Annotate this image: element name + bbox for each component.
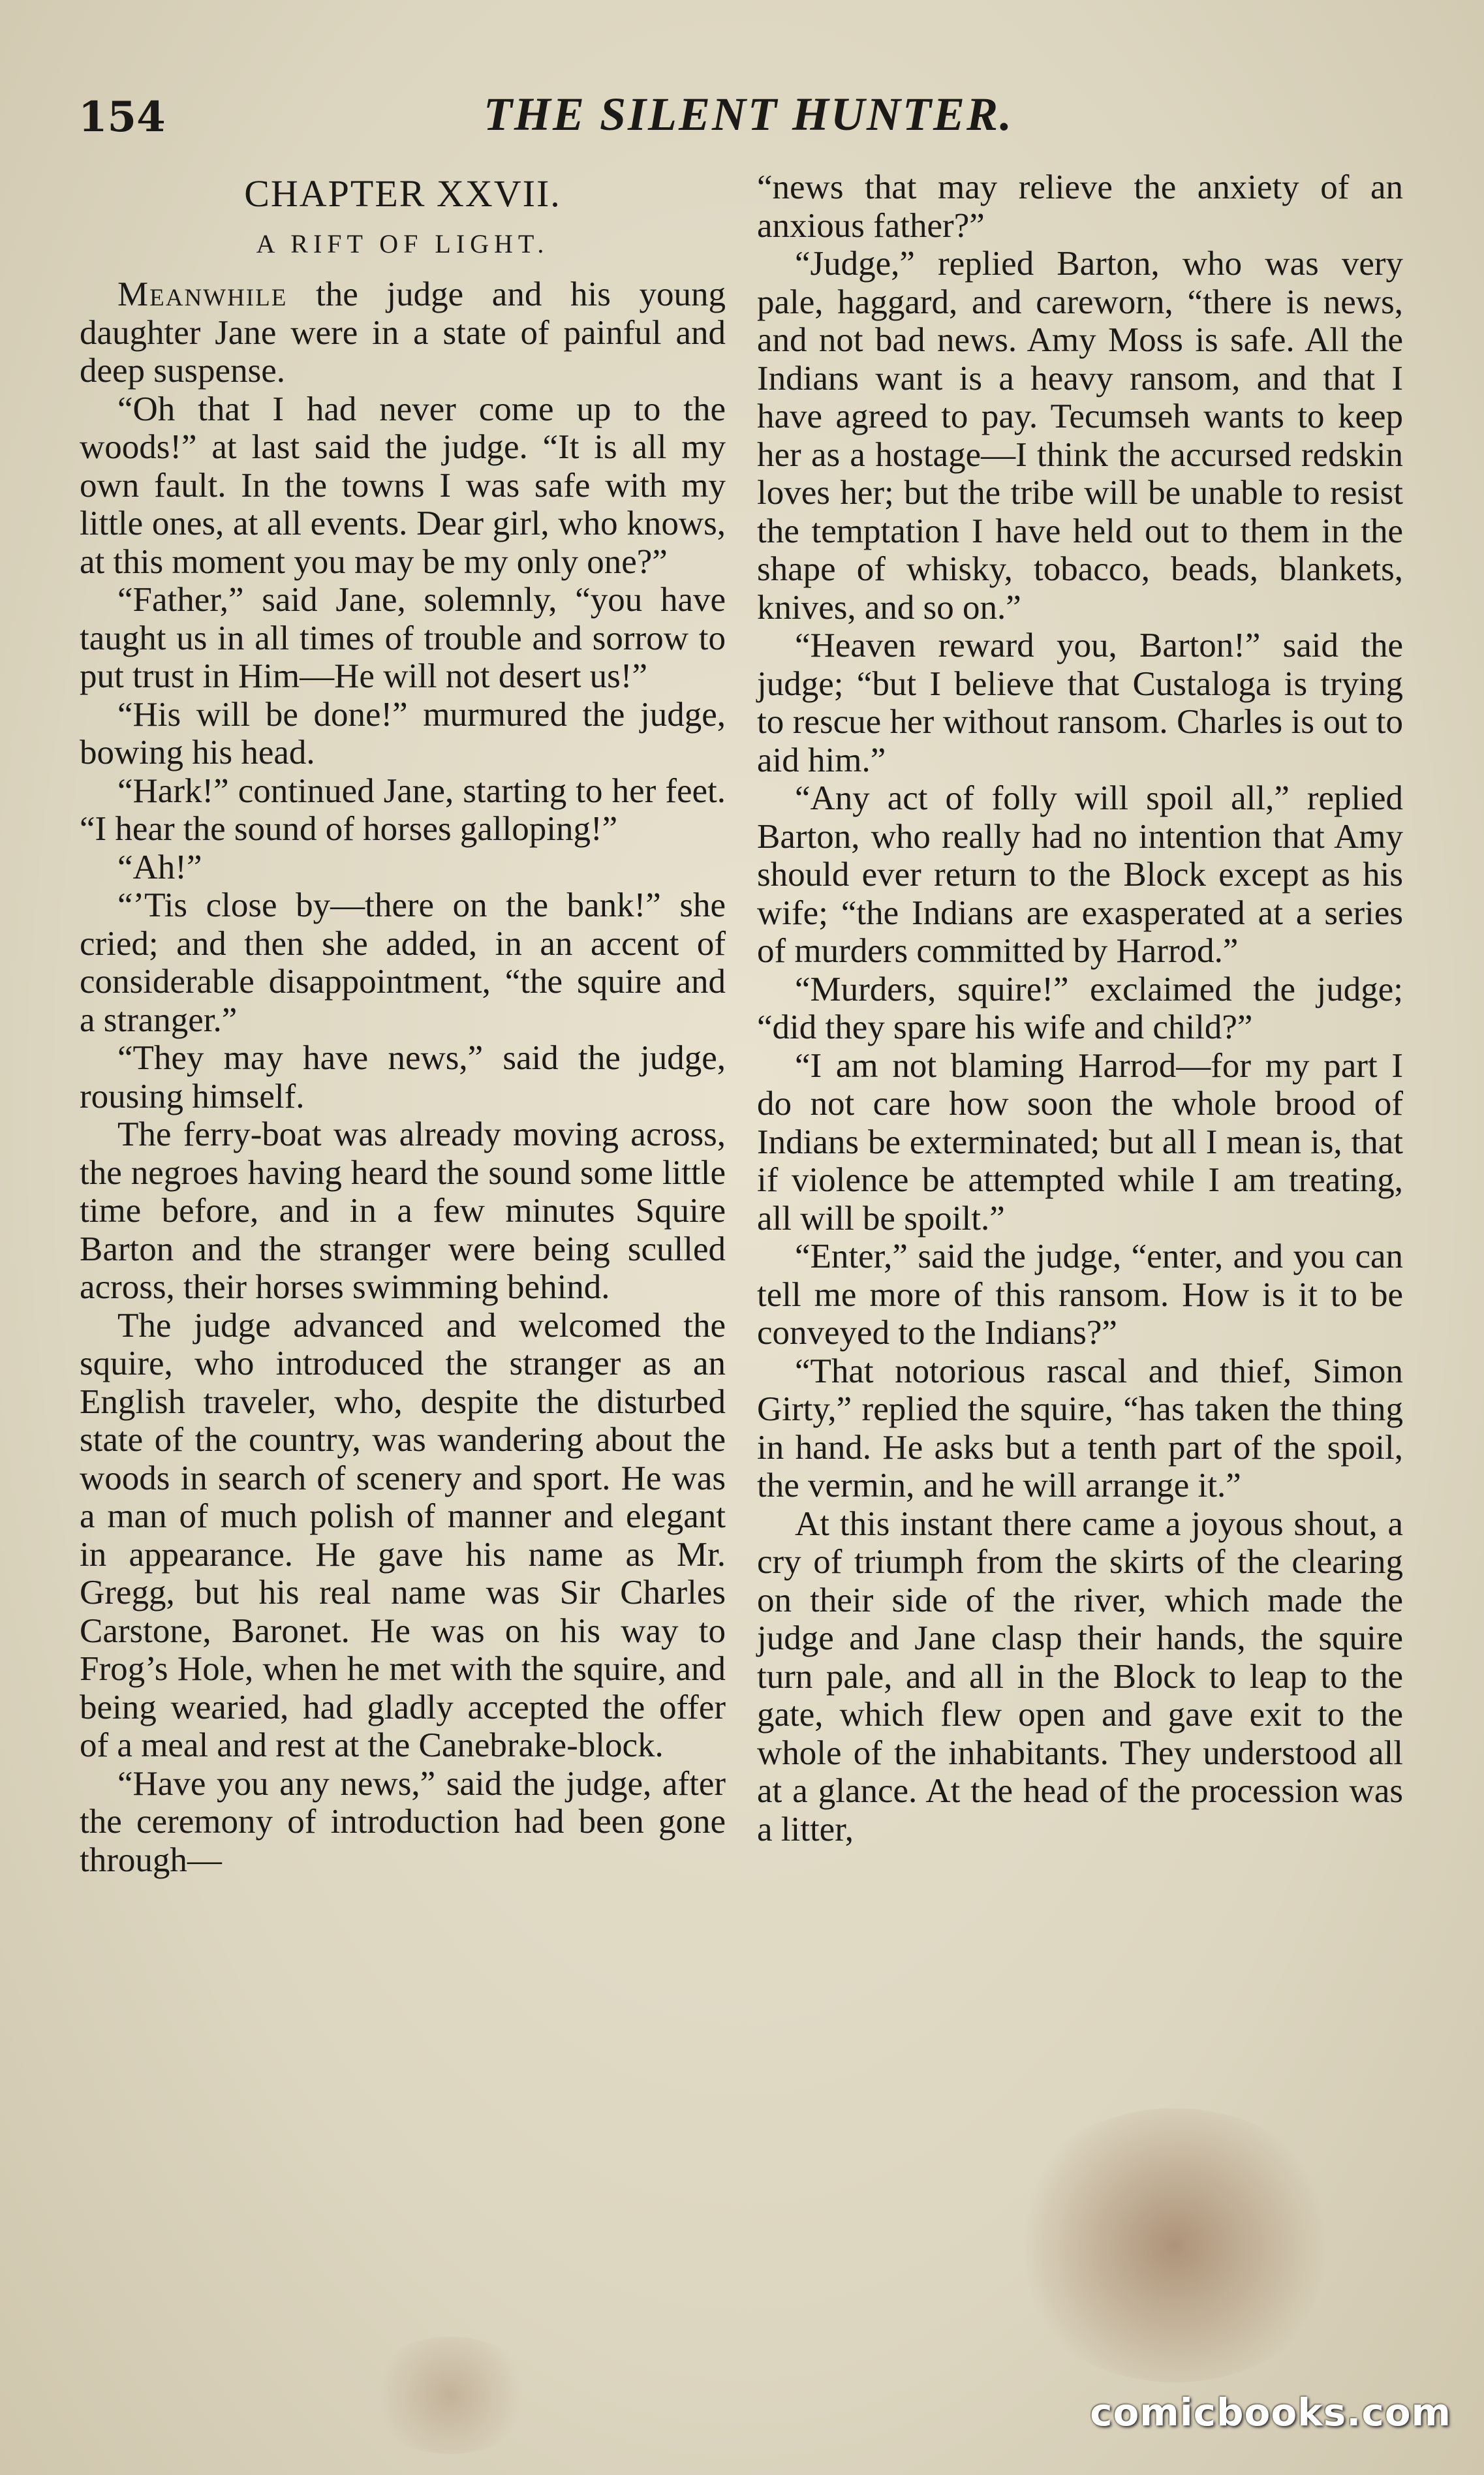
water-stain bbox=[1005, 2108, 1344, 2382]
paragraph: “Enter,” said the judge, “enter, and you can tell me more of this ransom. How is it to be conveyed to the Indians?” bbox=[757, 1238, 1403, 1352]
paragraph-text: the judge and his young daughter Jane were in a state of painful and deep suspense. bbox=[80, 275, 726, 390]
paragraph: “That notorious rascal and thief, Simon Girty,” replied the squire, “has taken the thing in hand. He asks but a tenth part of the spoil, the vermin, and he will arrange it.” bbox=[757, 1352, 1403, 1504]
running-title: THE SILENT HUNTER. bbox=[483, 88, 1014, 140]
paragraph: “Have you any news,” said the judge, after the ceremony of introduction had been gone through— bbox=[80, 1764, 726, 1879]
opening-word: Meanwhile bbox=[117, 275, 288, 313]
paragraph: At this instant there came a joyous shout, a cry of triumph from the skirts of the clearing on their side of the river, which made the judge and Jane clasp their hands, the squire turn pale, and all in the Block to leap to the gate, which flew open and gave exit to the whole of the inhabitants. They understood all at a glance. At the head of the procession was a litter, bbox=[757, 1504, 1403, 1848]
page-header bbox=[78, 78, 1419, 150]
paragraph: “Ah!” bbox=[117, 848, 202, 886]
paragraph: “Murders, squire!” exclaimed the judge; “did they spare his wife and child?” bbox=[757, 970, 1403, 1046]
paragraph: “Father,” said Jane, solemnly, “you have taught us in all times of trouble and sorrow to put trust in Him—He will not desert us!” bbox=[80, 581, 726, 695]
right-column bbox=[757, 168, 1403, 1848]
watermark: comicbooks.com bbox=[1090, 2390, 1451, 2435]
paragraph: “Hark!” continued Jane, starting to her feet. “I hear the sound of horses galloping!” bbox=[80, 771, 726, 848]
paragraph: “Judge,” replied Barton, who was very pale, haggard, and careworn, “there is news, and not bad news. Amy Moss is safe. All the Indians want is a heavy ransom, and that I have agreed to pay. Tecumseh wants to keep her as a hostage—I think the accursed redskin loves her; but the tribe will be unable to resist the temptation I have held out to them in the shape of whisky, tobacco, beads, blankets, knives, and so on.” bbox=[757, 245, 1403, 627]
paragraph: “Oh that I had never come up to the woods!” at last said the judge. “It is all my own fault. In the towns I was safe with my little ones, at all events. Dear girl, who knows, at this moment you may be my only one?” bbox=[80, 390, 726, 581]
paragraph: “’Tis close by—there on the bank!” she cried; and then she added, in an accent of considerable disappointment, “the squire and a stranger.” bbox=[80, 886, 726, 1039]
left-column bbox=[80, 171, 726, 1879]
paragraph: “Heaven reward you, Barton!” said the judge; “but I believe that Custaloga is trying to rescue her without ransom. Charles is out to aid him.” bbox=[757, 627, 1403, 779]
paragraph: “I am not blaming Harrod—for my part I do not care how soon the whole brood of Indians be exterminated; but all I mean is, that if violence be attempted while I am treating, all will be spoilt.” bbox=[757, 1046, 1403, 1238]
paragraph: “Any act of folly will spoil all,” replied Barton, who really had no intention that Amy should ever return to the Block except as his wife; “the Indians are exasperated at a series of murders committed by Harrod.” bbox=[757, 779, 1403, 970]
page-number: 154 bbox=[78, 93, 166, 142]
paragraph: The judge advanced and welcomed the squire, who introduced the stranger as an English traveler, who, despite the disturbed state of the country, was wandering about the woods in search of scenery and sport. He was a man of much polish of manner and elegant in appearance. He gave his name as Mr. Gregg, but his real name was Sir Charles Carstone, Baronet. He was on his way to Frog’s Hole, when he met with the squire, and being wearied, had gladly accepted the offer of a meal and rest at the Canebrake-block. bbox=[80, 1306, 726, 1764]
paragraph: The ferry-boat was already moving across, the negroes having heard the sound some little time before, and in a few minutes Squire Barton and the stranger were being sculled across, their horses swimming behind. bbox=[80, 1115, 726, 1306]
paragraph-continuation: “news that may relieve the anxiety of an anxious father?” bbox=[757, 168, 1403, 245]
chapter-subtitle: A RIFT OF LIGHT. bbox=[256, 229, 549, 258]
paragraph: “They may have news,” said the judge, rousing himself. bbox=[80, 1039, 726, 1115]
water-stain bbox=[365, 2337, 535, 2454]
chapter-title: CHAPTER XXVII. bbox=[244, 172, 561, 215]
paragraph bbox=[80, 275, 726, 390]
paragraph: “His will be done!” murmured the judge, bowing his head. bbox=[80, 695, 726, 771]
